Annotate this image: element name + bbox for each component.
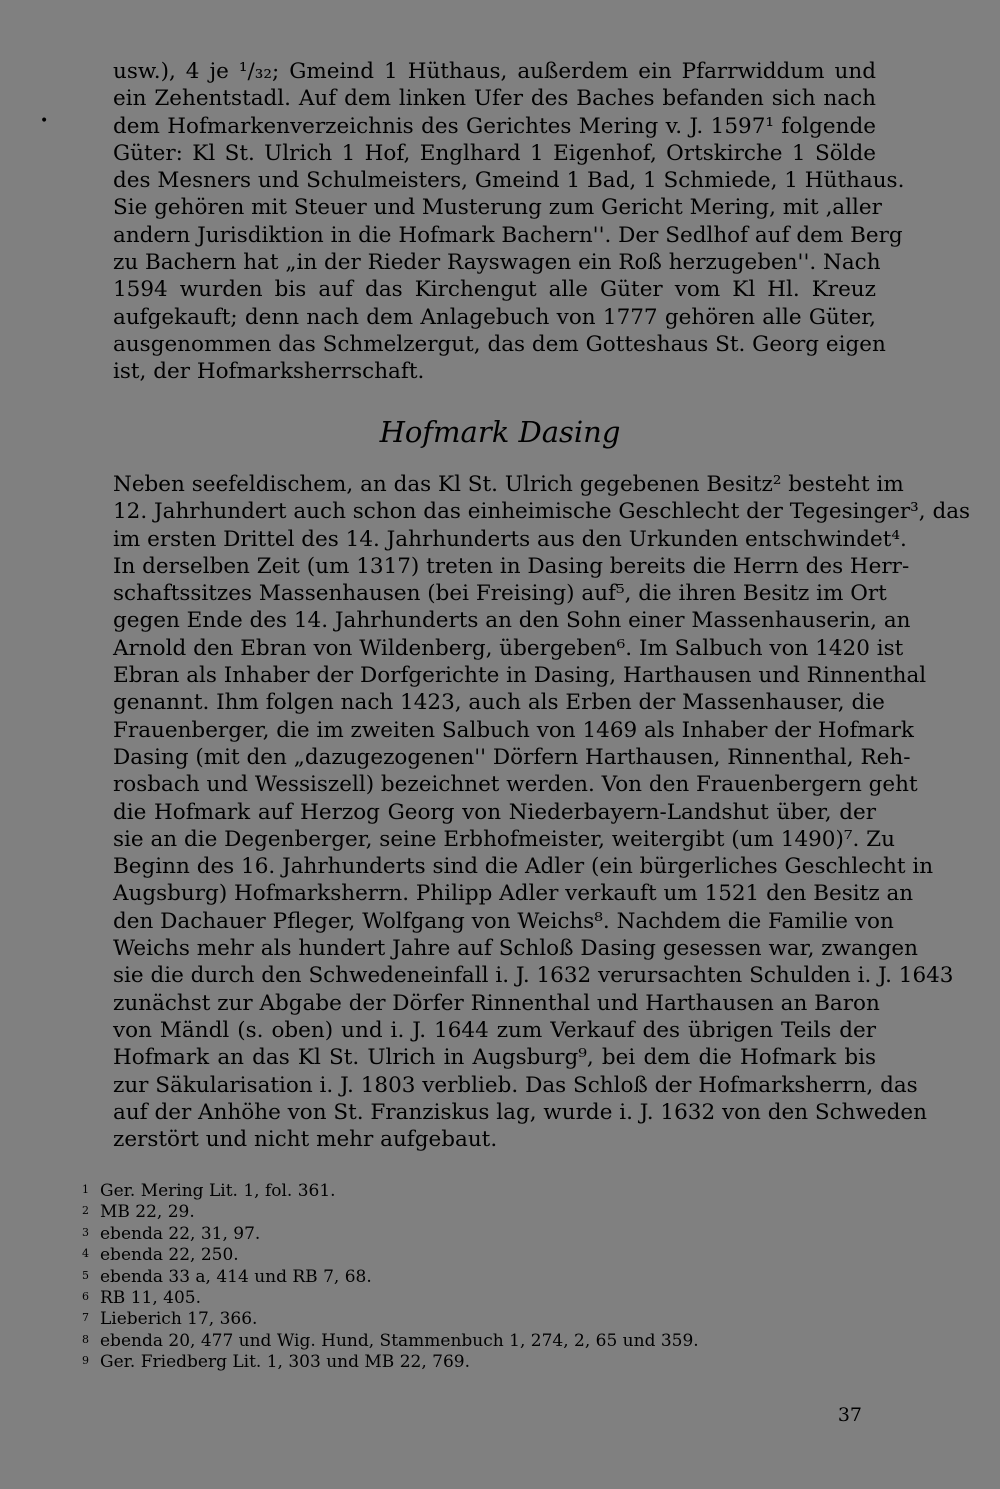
text-line: Sie gehören mit Steuer und Musterung zum Gericht Mering, mit ‚aller [113,195,882,221]
margin-mark: • [40,113,49,129]
text-line: Güter: Kl St. Ulrich 1 Hof, Englhard 1 Eigenhof, Ortskirche 1 Sölde [113,140,876,166]
text-line: ausgenommen das Schmelzergut, das dem Gotteshaus St. Georg eigen [113,331,886,357]
footnote-number: 4 [82,1247,89,1261]
footnote-text: ebenda 20, 477 und Wig. Hund, Stammenbuch 1, 274, 2, 65 und 359. [100,1330,699,1351]
text-line: ein Zehentstadl. Auf dem linken Ufer des Baches befanden sich nach [113,86,876,112]
text-line: Dasing (mit den „dazugezogenen'' Dörfern Harthausen, Rinnenthal, Reh- [113,744,911,770]
text-line: den Dachauer Pfleger, Wolfgang von Weichs⁸. Nachdem die Familie von [113,908,894,934]
footnote-text: Ger. Mering Lit. 1, fol. 361. [100,1181,336,1201]
footnote [82,1330,802,1351]
text-line: zerstört und nicht mehr aufgebaut. [113,1127,498,1153]
footnote [82,1308,802,1329]
footnote-number: 2 [82,1204,89,1218]
footnote-text: ebenda 22, 31, 97. [100,1223,261,1244]
text-line: Neben seefeldischem, an das Kl St. Ulrich gegebenen Besitz² besteht im [113,472,904,497]
text-line: des Mesners und Schulmeisters, Gmeind 1 Bad, 1 Schmiede, 1 Hüthaus. [113,168,905,194]
footnote-text: MB 22, 29. [100,1202,195,1223]
text-line: zu Bachern hat „in der Rieder Rayswagen ein Roß herzugeben''. Nach [113,250,881,276]
footnotes [82,1180,802,1373]
text-line: ist, der Hofmarksherrschaft. [113,359,425,385]
footnote-number: 5 [82,1268,89,1282]
text-line: Frauenberger, die im zweiten Salbuch von 1469 als Inhaber der Hofmark [113,717,914,743]
text-line: Augsburg) Hofmarksherrn. Philipp Adler verkauft um 1521 den Besitz an [113,881,914,907]
text-line: sie an die Degenberger, seine Erbhofmeister, weitergibt (um 1490)⁷. Zu [113,826,895,852]
text-line: Hofmark an das Kl St. Ulrich in Augsburg⁹, bei dem die Hofmark bis [113,1045,876,1071]
text-line: aufgekauft; denn nach dem Anlagebuch von 1777 gehören alle Güter, [113,304,876,330]
footnote-text: ebenda 22, 250. [100,1245,239,1266]
footnote-text: RB 11, 405. [100,1288,201,1309]
footnote-number: 3 [82,1225,89,1239]
footnote [82,1180,802,1201]
text-line: zunächst zur Abgabe der Dörfer Rinnenthal und Harthausen an Baron [113,990,880,1016]
text-line: usw.), 4 je ¹/₃₂; Gmeind 1 Hüthaus, außerdem ein Pfarrwiddum und [113,59,876,84]
text-line: von Mändl (s. oben) und i. J. 1644 zum Verkauf des übrigen Teils der [113,1017,876,1043]
footnote-text: Lieberich 17, 366. [100,1309,258,1330]
text-line: Arnold den Ebran von Wildenberg, übergeben⁶. Im Salbuch von 1420 ist [113,635,904,661]
section-heading [0,412,1000,452]
footnote [82,1223,802,1244]
text-line: Beginn des 16. Jahrhunderts sind die Adler (ein bürgerliches Geschlecht in [113,854,934,880]
text-line: schaftssitzes Massenhausen (bei Freising) auf⁵, die ihren Besitz im Ort [113,581,887,607]
text-line: die Hofmark auf Herzog Georg von Niederbayern-Landshut über, der [113,799,876,825]
text-line: andern Jurisdiktion in die Hofmark Bachern''. Der Sedlhof auf dem Berg [113,222,903,248]
footnote-number: 9 [82,1354,89,1368]
text-line: rosbach und Wessiszell) bezeichnet werden. Von den Frauenbergern geht [113,772,918,798]
text-line: auf der Anhöhe von St. Franziskus lag, wurde i. J. 1632 von den Schweden [113,1099,927,1125]
page-number: 37 [837,1404,862,1426]
footnote-number: 8 [82,1332,89,1346]
footnote-text: Ger. Friedberg Lit. 1, 303 und MB 22, 769. [100,1352,470,1373]
text-line: zur Säkularisation i. J. 1803 verblieb. Das Schloß der Hofmarksherrn, das [113,1072,918,1098]
text-line: gegen Ende des 14. Jahrhunderts an den Sohn einer Massenhauserin, an [113,608,911,634]
footnote-number: 1 [82,1183,89,1196]
text-line: 1594 wurden bis auf das Kirchengut alle Güter vom Kl Hl. Kreuz [113,277,876,303]
text-line: Ebran als Inhaber der Dorfgerichte in Dasing, Harthausen und Rinnenthal [113,663,927,689]
footnote-number: 6 [82,1290,89,1304]
footnote [82,1266,802,1287]
text-line: sie die durch den Schwedeneinfall i. J. 1632 verursachten Schulden i. J. 1643 [113,963,954,989]
footnote [82,1287,802,1308]
heading-text: Hofmark Dasing [379,415,621,449]
text-line: Weichs mehr als hundert Jahre auf Schloß Dasing gesessen war, zwangen [113,936,918,962]
footnote [82,1244,802,1265]
footnote-text: ebenda 33 a, 414 und RB 7, 68. [100,1266,372,1287]
footnote-number: 7 [82,1311,89,1325]
text-line: genannt. Ihm folgen nach 1423, auch als Erben der Massenhauser, die [113,690,885,716]
text-line: In derselben Zeit (um 1317) treten in Dasing bereits die Herrn des Herr- [113,553,910,579]
text-line: im ersten Drittel des 14. Jahrhunderts aus den Urkunden entschwindet⁴. [113,526,907,552]
paragraph-1 [113,58,905,386]
footnote [82,1201,802,1222]
paragraph-2 [113,471,971,1153]
text-line: 12. Jahrhundert auch schon das einheimische Geschlecht der Tegesinger³, das [113,499,971,525]
footnote [82,1351,802,1372]
text-line: dem Hofmarkenverzeichnis des Gerichtes Mering v. J. 1597¹ folgende [113,113,876,139]
